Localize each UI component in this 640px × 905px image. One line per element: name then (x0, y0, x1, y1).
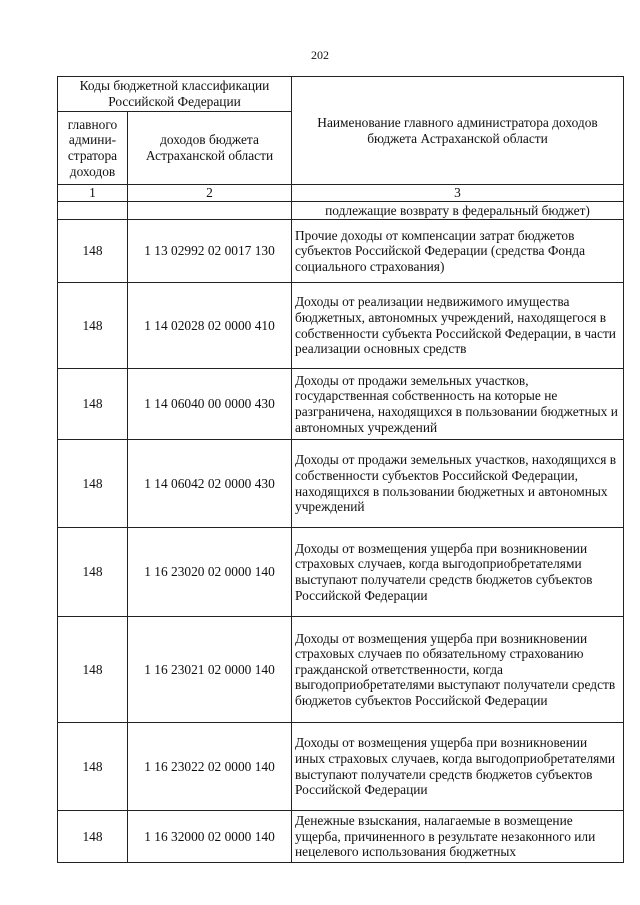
continuation-row (58, 202, 624, 220)
page-number: 202 (311, 48, 329, 62)
admin-code: 148 (58, 723, 128, 811)
income-code: 1 13 02992 02 0017 130 (128, 220, 292, 283)
budget-classification-table (57, 76, 624, 863)
income-name: Доходы от возмещения ущерба при возникновении иных страховых случаев, когда выгодоприобретателями выступают получатели средств бюджетов субъектов Российской Федерации (292, 723, 624, 811)
income-code: 1 16 32000 02 0000 140 (128, 811, 292, 863)
income-name: Денежные взыскания, налагаемые в возмещение ущерба, причиненного в результате незаконного или нецелевого использования бюджетных (292, 811, 624, 863)
header-group-title: Коды бюджетной классификации Российской Федерации (58, 77, 292, 112)
admin-code: 148 (58, 440, 128, 528)
income-name: Доходы от возмещения ущерба при возникновении страховых случаев, когда выгодоприобретателями выступают получатели средств бюджетов субъектов Российской Федерации (292, 528, 624, 617)
income-code: 1 16 23021 02 0000 140 (128, 617, 292, 723)
header-code-column: доходов бюджета Астраханской области (128, 112, 292, 185)
table-row (58, 283, 624, 369)
income-code: 1 14 06042 02 0000 430 (128, 440, 292, 528)
table-row (58, 811, 624, 863)
continuation-code-cell (128, 202, 292, 220)
column-number-row (58, 185, 624, 202)
continuation-text: подлежащие возврату в федеральный бюджет) (292, 202, 624, 220)
header-row-top (58, 77, 624, 112)
table-row (58, 528, 624, 617)
continuation-admin-cell (58, 202, 128, 220)
income-name: Доходы от продажи земельных участков, находящихся в собственности субъектов Российской Федерации, находящихся в пользовании бюджетных и автономных учреждений (292, 440, 624, 528)
column-number-2: 2 (128, 185, 292, 202)
header-admin-column: главного админи-стратора доходов (58, 112, 128, 185)
income-name: Доходы от продажи земельных участков, государственная собственность на которые не разграничена, находящихся в пользовании бюджетных и автономных учреждений (292, 369, 624, 440)
admin-code: 148 (58, 811, 128, 863)
income-code: 1 16 23022 02 0000 140 (128, 723, 292, 811)
header-name-column: Наименование главного администратора доходов бюджета Астраханской области (292, 77, 624, 185)
table-row (58, 220, 624, 283)
admin-code: 148 (58, 283, 128, 369)
income-name: Доходы от реализации недвижимого имущества бюджетных, автономных учреждений, находящегося в собственности субъекта Российской Федерации, в части реализации основных средств (292, 283, 624, 369)
admin-code: 148 (58, 528, 128, 617)
table-row (58, 440, 624, 528)
income-name: Доходы от возмещения ущерба при возникновении страховых случаев по обязательному страхованию гражданской ответственности, когда выгодоприобретателями выступают получатели средств бюджетов субъектов Российской Федерации (292, 617, 624, 723)
income-code: 1 14 02028 02 0000 410 (128, 283, 292, 369)
column-number-1: 1 (58, 185, 128, 202)
table-row (58, 369, 624, 440)
column-number-3: 3 (292, 185, 624, 202)
admin-code: 148 (58, 617, 128, 723)
income-code: 1 14 06040 00 0000 430 (128, 369, 292, 440)
admin-code: 148 (58, 369, 128, 440)
table-row (58, 723, 624, 811)
income-name: Прочие доходы от компенсации затрат бюджетов субъектов Российской Федерации (средства Фонда социального страхования) (292, 220, 624, 283)
income-code: 1 16 23020 02 0000 140 (128, 528, 292, 617)
admin-code: 148 (58, 220, 128, 283)
table-row (58, 617, 624, 723)
